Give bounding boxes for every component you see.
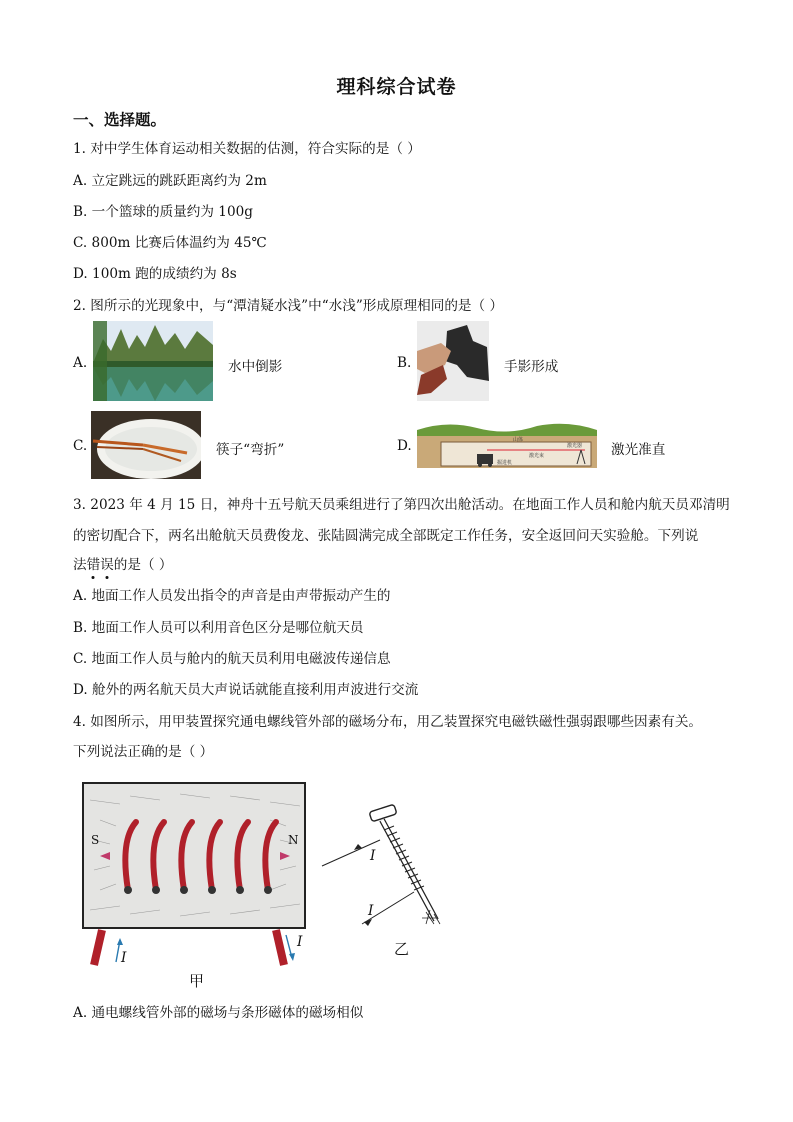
solenoid-field-image: [80, 780, 310, 970]
fig-jia-pole-n: N: [288, 833, 299, 847]
q3-stem-line-3: [73, 556, 172, 574]
q3-option-b[interactable]: B. 地面工作人员可以利用音色区分是哪位航天员: [73, 620, 364, 636]
fig-jia-solenoid: [80, 780, 310, 970]
lake-reflection-image: [93, 321, 213, 401]
q3-option-c[interactable]: C. 地面工作人员与舱内的航天员利用电磁波传递信息: [73, 651, 391, 667]
fig-jia-caption: 甲: [189, 972, 205, 990]
fig-yi-caption: 乙: [394, 940, 410, 958]
fig-jia-current-right: I: [297, 934, 303, 950]
q1-option-a[interactable]: A. 立定跳远的跳跃距离约为 2m: [73, 173, 267, 189]
q3-stem-line-2: 的密切配合下，两名出舱航天员费俊龙、张陆圆满完成全部既定工作任务，安全返回问天实验舱。下列说: [73, 528, 699, 544]
q2-option-b-caption: 手影形成: [504, 359, 559, 375]
q3-option-d[interactable]: D. 舱外的两名航天员大声说话就能直接利用声波进行交流: [73, 682, 419, 698]
q3-line3-suffix: 的是（ ）: [113, 557, 173, 573]
q3-emphasis-wrong: [87, 557, 114, 573]
chopsticks-bowl-image: [91, 411, 201, 479]
tunnel-label-beam: 激光束: [529, 453, 545, 459]
exam-title: 理科综合试卷: [336, 76, 457, 98]
tunnel-label-digger: 掘进机: [497, 460, 513, 466]
fig-jia-current-left: I: [121, 950, 127, 966]
q2-option-a-letter[interactable]: A.: [73, 355, 88, 371]
emphasis-dot: [92, 576, 95, 579]
q1-option-b[interactable]: B. 一个篮球的质量约为 100g: [73, 204, 253, 220]
section-heading: 一、选择题。: [73, 110, 167, 129]
fig-yi-current-out: I: [368, 903, 374, 919]
fig-yi-current-in: I: [370, 848, 376, 864]
q3-option-a[interactable]: A. 地面工作人员发出指令的声音是由声带振动产生的: [73, 588, 391, 604]
q2-option-d-letter[interactable]: D.: [397, 438, 412, 454]
fig-yi-electromagnet: [318, 800, 458, 935]
emphasis-dot: [105, 576, 108, 579]
hand-shadow-image: [417, 321, 489, 401]
q1-stem: 1. 对中学生体育运动相关数据的估测，符合实际的是（ ）: [73, 141, 421, 157]
q2-option-a-image[interactable]: [93, 321, 213, 401]
q4-stem-line-2: 下列说法正确的是（ ）: [73, 744, 214, 760]
q2-option-b-image[interactable]: [417, 321, 489, 401]
q2-option-b-letter[interactable]: B.: [397, 355, 412, 371]
electromagnet-nail-diagram: [318, 800, 458, 935]
q2-option-a-caption: 水中倒影: [228, 359, 283, 375]
tunnel-label-mountain: 山体: [513, 437, 524, 443]
q3-emphasis-text: 错误: [86, 557, 114, 573]
q3-stem-line-1: 3. 2023 年 4 月 15 日，神舟十五号航天员乘组进行了第四次出舱活动。在地面工作人员和舱内航天员邓清明: [73, 497, 730, 513]
tunnel-label-laser: 激光器: [567, 443, 583, 449]
q1-option-c[interactable]: C. 800m 比赛后体温约为 45℃: [73, 235, 267, 251]
q4-stem-line-1: 4. 如图所示，用甲装置探究通电螺线管外部的磁场分布，用乙装置探究电磁铁磁性强弱跟哪些因素有关。: [73, 714, 703, 730]
q4-option-a[interactable]: A. 通电螺线管外部的磁场与条形磁体的磁场相似: [73, 1005, 364, 1021]
q2-stem: 2. 图所示的光现象中，与“潭清疑水浅”中“水浅”形成原理相同的是（ ）: [73, 298, 504, 314]
q2-option-c-image[interactable]: [91, 411, 201, 479]
q3-line3-prefix: 法: [73, 557, 87, 573]
q2-option-d-caption: 激光准直: [611, 442, 666, 458]
q2-option-c-letter[interactable]: C.: [73, 438, 88, 454]
laser-tunnel-diagram: [417, 420, 597, 468]
q2-option-d-image[interactable]: [417, 420, 597, 468]
q2-option-c-caption: 筷子“弯折”: [216, 442, 285, 458]
q1-option-d[interactable]: D. 100m 跑的成绩约为 8s: [73, 266, 237, 282]
fig-jia-pole-s: S: [91, 833, 100, 847]
